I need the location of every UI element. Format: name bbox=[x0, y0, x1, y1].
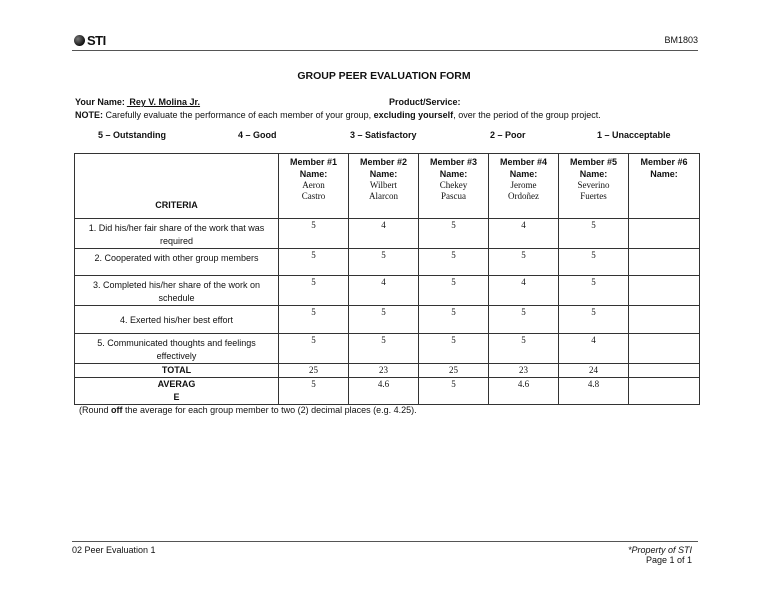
note-text-2: , over the period of the group project. bbox=[453, 110, 601, 120]
score-cell[interactable]: 5 bbox=[349, 306, 419, 334]
scale-2: 2 – Poor bbox=[490, 130, 526, 140]
score-cell[interactable]: 5 bbox=[279, 306, 349, 334]
total-cell: 23 bbox=[349, 364, 419, 378]
member-header: Member #6 Name: bbox=[629, 154, 700, 219]
member-header: Member #4 Name: Jerome Ordoñez bbox=[489, 154, 559, 219]
average-cell: 4.6 bbox=[489, 378, 559, 405]
score-cell[interactable]: 4 bbox=[559, 334, 629, 364]
score-cell[interactable]: 5 bbox=[349, 334, 419, 364]
evaluation-table bbox=[74, 153, 700, 405]
your-name-label: Your Name: bbox=[75, 97, 125, 107]
total-row bbox=[75, 364, 700, 378]
score-cell[interactable]: 5 bbox=[279, 334, 349, 364]
average-cell: 5 bbox=[279, 378, 349, 405]
rounding-note: (Round off the average for each group member to two (2) decimal places (e.g. 4.25). bbox=[79, 405, 417, 415]
total-label: TOTAL bbox=[75, 364, 279, 378]
member-header: Member #3 Name: Chekey Pascua bbox=[419, 154, 489, 219]
note-line bbox=[75, 110, 601, 120]
total-cell bbox=[629, 364, 700, 378]
criteria-row bbox=[75, 249, 700, 276]
score-cell[interactable]: 5 bbox=[419, 334, 489, 364]
criteria-row bbox=[75, 276, 700, 306]
form-title: GROUP PEER EVALUATION FORM bbox=[297, 70, 471, 82]
score-cell[interactable] bbox=[629, 219, 700, 249]
total-cell: 25 bbox=[419, 364, 489, 378]
header-row bbox=[75, 154, 700, 219]
average-cell bbox=[629, 378, 700, 405]
score-cell[interactable]: 5 bbox=[419, 219, 489, 249]
score-cell[interactable]: 5 bbox=[559, 276, 629, 306]
criterion-label: 4. Exerted his/her best effort bbox=[75, 306, 279, 334]
score-cell[interactable]: 4 bbox=[349, 276, 419, 306]
scale-5: 5 – Outstanding bbox=[98, 130, 167, 140]
total-cell: 24 bbox=[559, 364, 629, 378]
note-bold: excluding yourself bbox=[373, 110, 454, 120]
score-cell[interactable]: 5 bbox=[349, 249, 419, 276]
header-divider bbox=[72, 50, 698, 51]
product-service-label: Product/Service: bbox=[389, 97, 461, 107]
note-label: NOTE: bbox=[75, 110, 103, 120]
criterion-label: 3. Completed his/her share of the work on schedule bbox=[75, 276, 279, 306]
scale-4: 4 – Good bbox=[238, 130, 277, 140]
score-cell[interactable]: 5 bbox=[419, 276, 489, 306]
member-header: Member #2 Name: Wilbert Alarcon bbox=[349, 154, 419, 219]
total-cell: 23 bbox=[489, 364, 559, 378]
score-cell[interactable]: 5 bbox=[559, 249, 629, 276]
average-row bbox=[75, 378, 700, 405]
score-cell[interactable]: 5 bbox=[279, 276, 349, 306]
criteria-row bbox=[75, 219, 700, 249]
score-cell[interactable]: 5 bbox=[489, 334, 559, 364]
score-cell[interactable]: 5 bbox=[489, 306, 559, 334]
average-label: AVERAG E bbox=[75, 378, 279, 405]
document-code: BM1803 bbox=[664, 35, 698, 45]
score-cell[interactable] bbox=[629, 276, 700, 306]
score-cell[interactable]: 5 bbox=[559, 219, 629, 249]
criterion-label: 5. Communicated thoughts and feelings effectively bbox=[75, 334, 279, 364]
footer-right bbox=[628, 545, 692, 565]
criteria-row bbox=[75, 306, 700, 334]
criterion-label: 1. Did his/her fair share of the work that was required bbox=[75, 219, 279, 249]
member-header: Member #1 Name: Aeron Castro bbox=[279, 154, 349, 219]
note-text-1: Carefully evaluate the performance of each member of your group, bbox=[103, 110, 374, 120]
property-note: *Property of STI bbox=[627, 545, 692, 555]
score-cell[interactable]: 5 bbox=[419, 306, 489, 334]
sti-logo bbox=[74, 33, 106, 48]
score-cell[interactable]: 5 bbox=[419, 249, 489, 276]
your-name-line bbox=[75, 97, 200, 107]
criteria-row bbox=[75, 334, 700, 364]
score-cell[interactable] bbox=[629, 249, 700, 276]
member-header: Member #5 Name: Severino Fuertes bbox=[559, 154, 629, 219]
average-cell: 5 bbox=[419, 378, 489, 405]
footer-doc-name: 02 Peer Evaluation 1 bbox=[72, 545, 156, 555]
page-number: Page 1 of 1 bbox=[645, 555, 692, 565]
score-cell[interactable]: 5 bbox=[559, 306, 629, 334]
globe-icon bbox=[74, 35, 85, 46]
score-cell[interactable]: 4 bbox=[489, 276, 559, 306]
total-cell: 25 bbox=[279, 364, 349, 378]
scale-3: 3 – Satisfactory bbox=[350, 130, 417, 140]
score-cell[interactable] bbox=[629, 306, 700, 334]
score-cell[interactable]: 5 bbox=[279, 219, 349, 249]
criteria-header: CRITERIA bbox=[75, 154, 279, 219]
score-cell[interactable]: 5 bbox=[489, 249, 559, 276]
footer-divider bbox=[72, 541, 698, 542]
score-cell[interactable]: 5 bbox=[279, 249, 349, 276]
your-name-value: Rey V. Molina Jr. bbox=[126, 97, 201, 107]
logo-text: STI bbox=[87, 33, 106, 48]
average-cell: 4.6 bbox=[349, 378, 419, 405]
score-cell[interactable] bbox=[629, 334, 700, 364]
score-cell[interactable]: 4 bbox=[489, 219, 559, 249]
score-cell[interactable]: 4 bbox=[349, 219, 419, 249]
average-cell: 4.8 bbox=[559, 378, 629, 405]
criterion-label: 2. Cooperated with other group members bbox=[75, 249, 279, 276]
scale-1: 1 – Unacceptable bbox=[597, 130, 671, 140]
